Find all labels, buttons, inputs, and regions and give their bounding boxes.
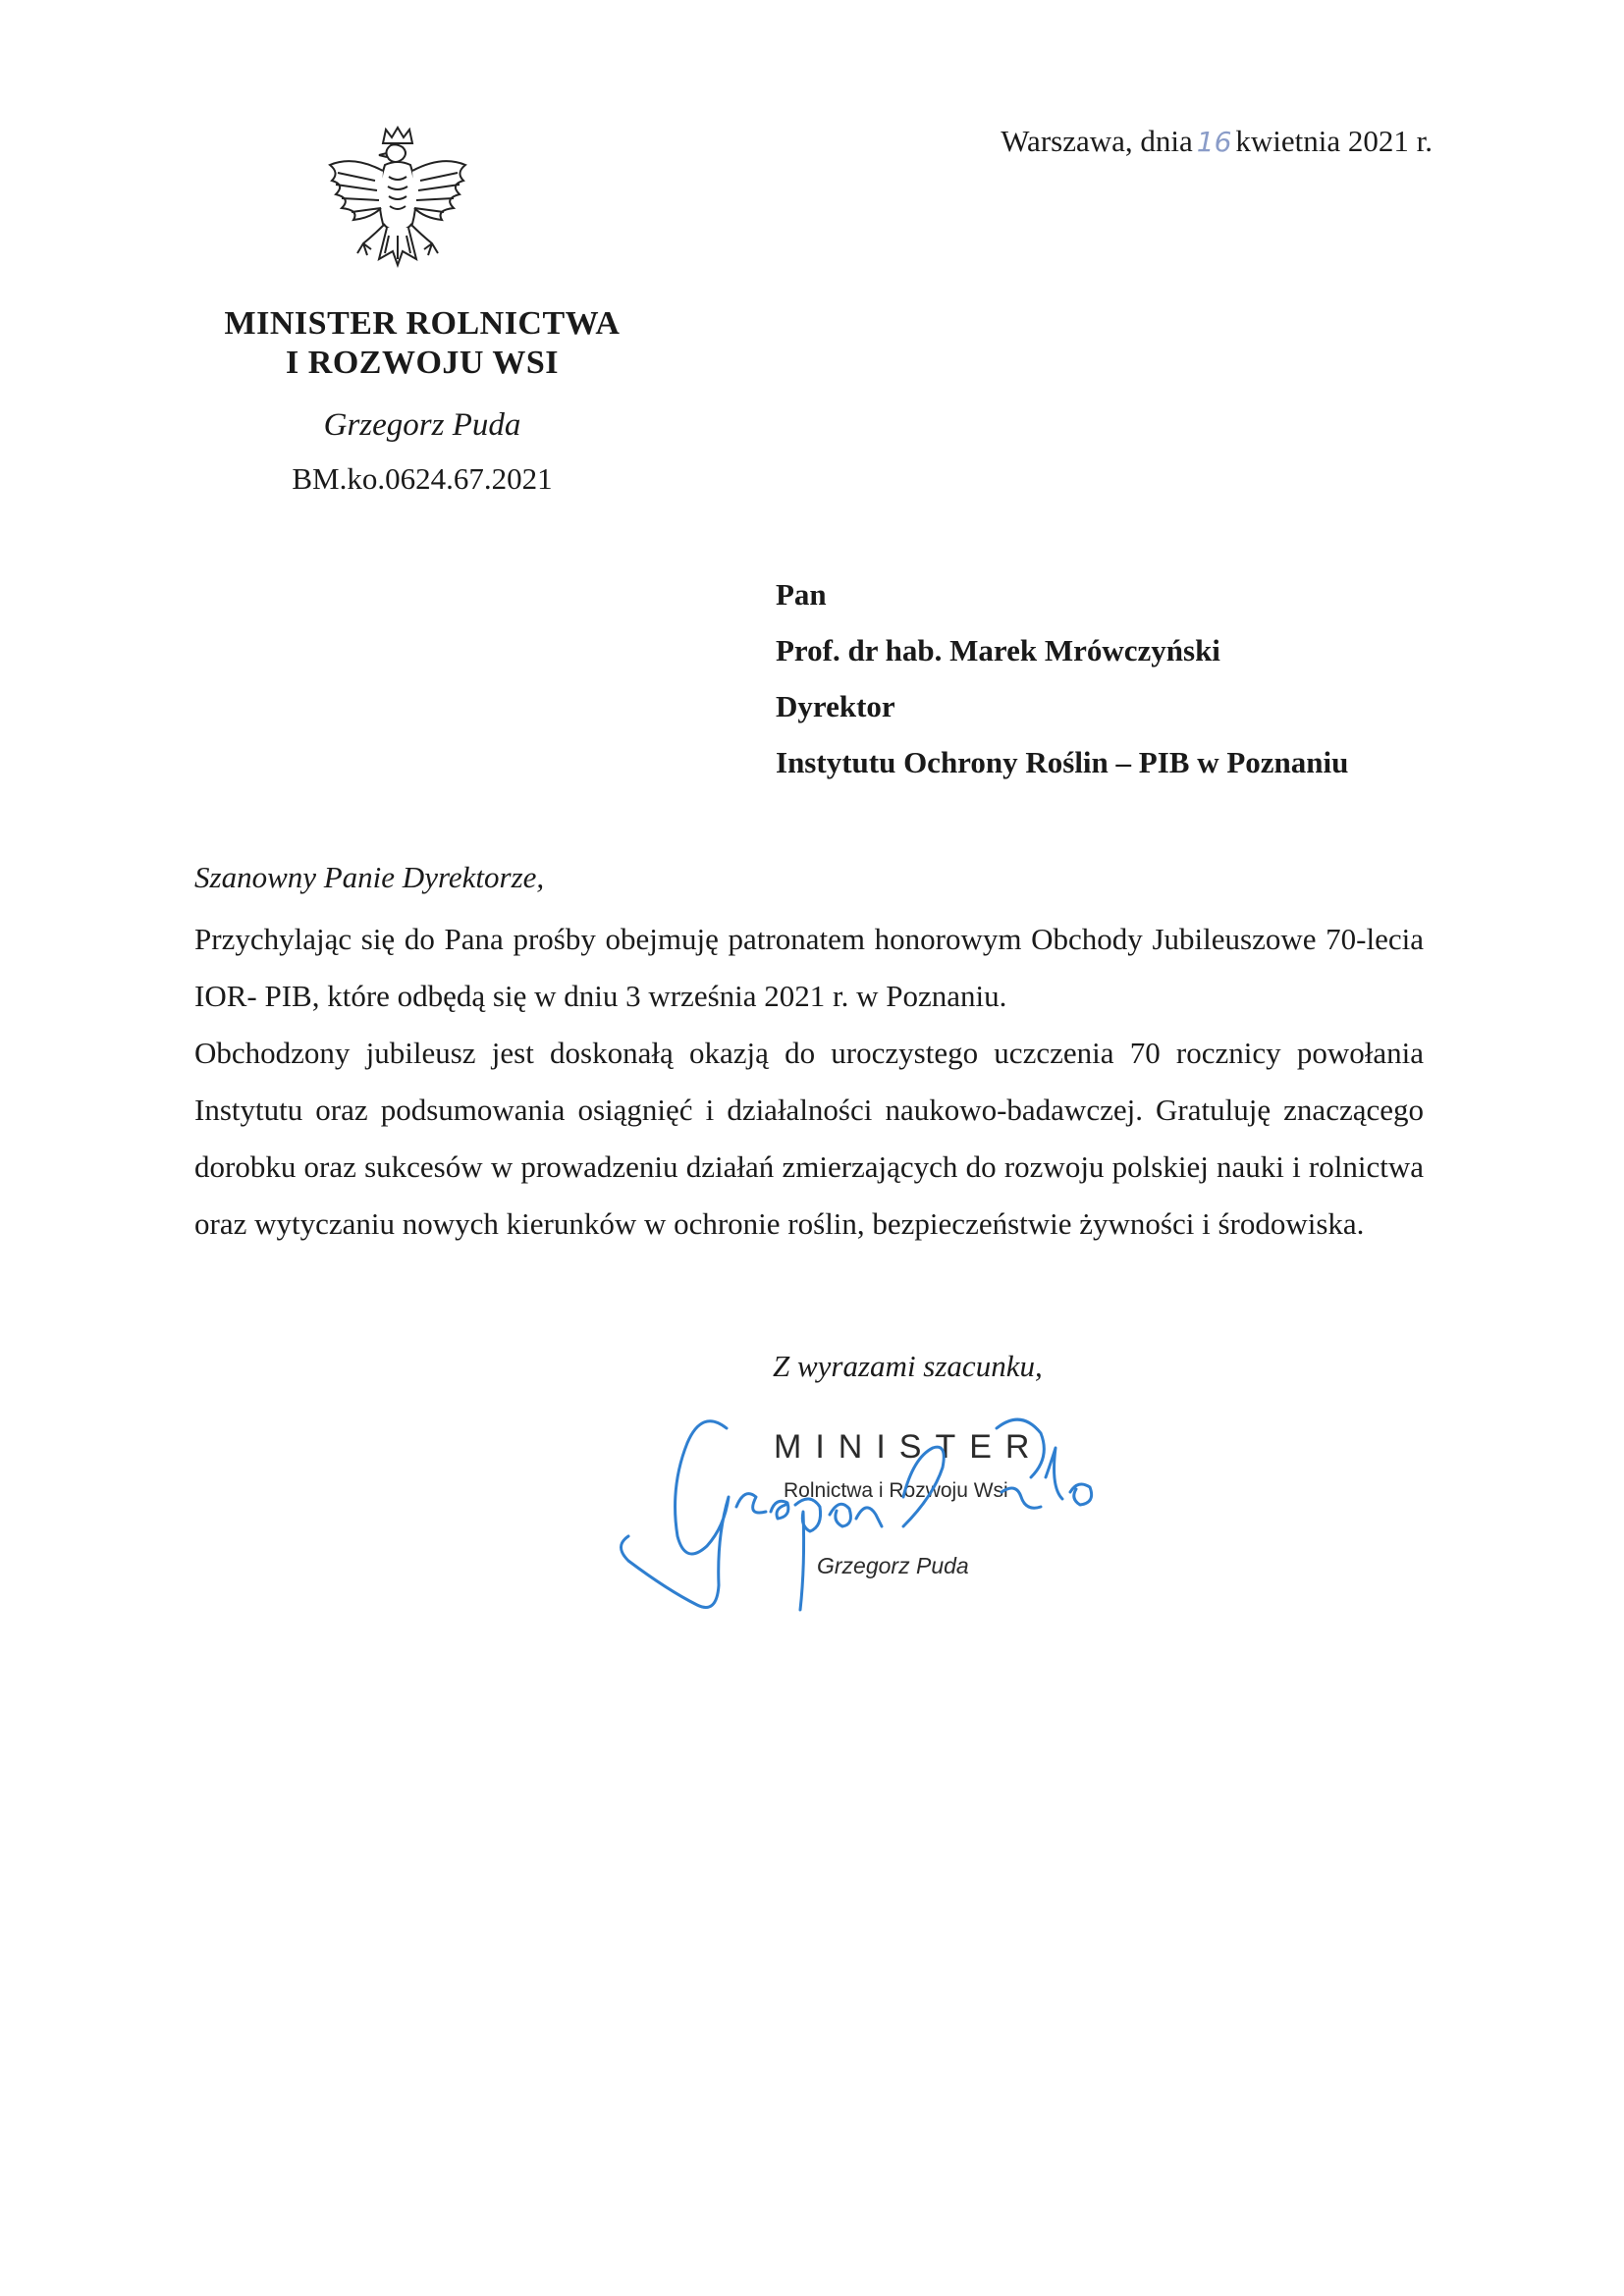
reference-number: BM.ko.0624.67.2021 bbox=[292, 461, 553, 496]
date-day: 16 bbox=[1196, 126, 1232, 158]
place-prefix: Warszawa, dnia bbox=[1001, 124, 1193, 158]
place-date bbox=[1001, 124, 1433, 159]
closing: Z wyrazami szacunku, bbox=[773, 1349, 1043, 1383]
recipient-institution: Instytutu Ochrony Roślin – PIB w Poznaniu bbox=[776, 745, 1349, 779]
minister-title-line2: I ROZWOJU WSI bbox=[286, 345, 559, 381]
recipient-line1: Pan bbox=[776, 577, 827, 612]
minister-title-line1: MINISTER ROLNICTWA bbox=[224, 305, 621, 342]
salutation: Szanowny Panie Dyrektorze, bbox=[194, 860, 545, 894]
polish-eagle-emblem-icon bbox=[324, 126, 471, 288]
stamp-name: Grzegorz Puda bbox=[817, 1553, 969, 1578]
recipient-name: Prof. dr hab. Marek Mrówczyński bbox=[776, 633, 1220, 667]
letter-paragraph-1: Przychylając się do Pana prośby obejmuję patronatem honorowym Obchody Jubileuszowe 70-lecia IOR- PIB, które odbędą się w dniu 3 września 2021 r. w Poznaniu. bbox=[194, 922, 1424, 1013]
recipient-position: Dyrektor bbox=[776, 689, 895, 723]
stamp-title: MINISTER bbox=[774, 1428, 1044, 1466]
letter-paragraph-2: Obchodzony jubileusz jest doskonałą okazją do uroczystego uczczenia 70 rocznicy powołania Instytutu oraz podsumowania osiągnięć i działalności naukowo-badawczej. Gratuluję znaczącego dorobku oraz sukcesów w prowadzeniu działań zmierzających do rozwoju polskiej nauki i rolnictwa oraz wytyczaniu nowych kierunków w ochronie roślin, bezpieczeństwie żywności i środowiska. bbox=[194, 1036, 1424, 1241]
handwritten-signature bbox=[609, 1389, 1168, 1625]
minister-name: Grzegorz Puda bbox=[323, 407, 521, 443]
stamp-subtitle: Rolnictwa i Rozwoju Wsi bbox=[784, 1479, 1008, 1502]
date-rest: kwietnia 2021 r. bbox=[1235, 124, 1433, 158]
